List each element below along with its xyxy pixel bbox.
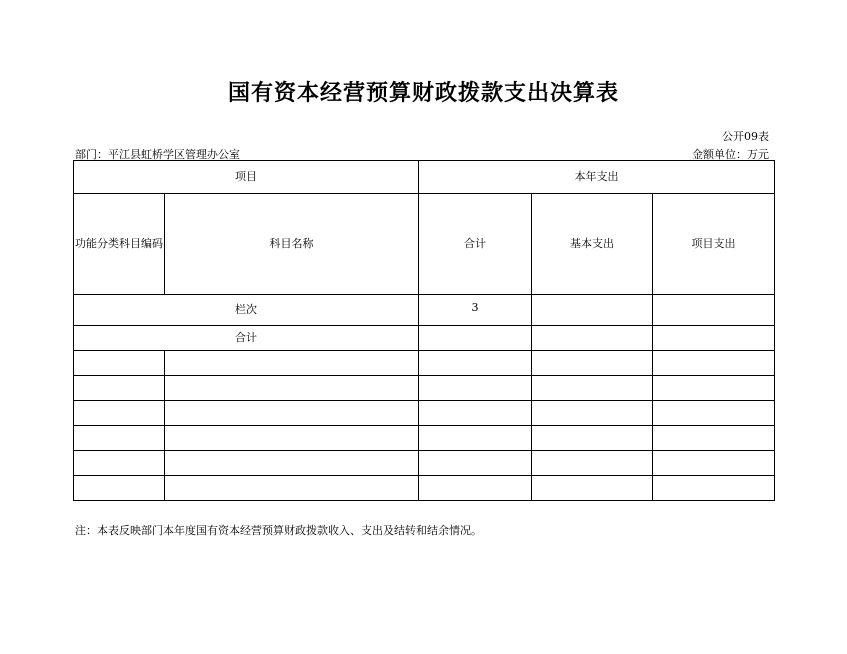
form-code: 公开09表 bbox=[722, 130, 769, 143]
sequence-basic bbox=[532, 295, 653, 326]
cell-project bbox=[653, 451, 775, 476]
header-subject-name: 科目名称 bbox=[165, 194, 419, 295]
cell-project bbox=[653, 476, 775, 501]
table-row bbox=[74, 351, 775, 376]
cell-total bbox=[419, 426, 532, 451]
footnote: 注：本表反映部门本年度国有资本经营预算财政拨款收入、支出及结转和结余情况。 bbox=[75, 524, 482, 537]
total-value bbox=[419, 326, 532, 351]
cell-project bbox=[653, 401, 775, 426]
cell-name bbox=[165, 426, 419, 451]
table-row bbox=[74, 451, 775, 476]
cell-basic bbox=[532, 376, 653, 401]
total-row bbox=[74, 326, 775, 351]
total-basic bbox=[532, 326, 653, 351]
total-project bbox=[653, 326, 775, 351]
cell-total bbox=[419, 451, 532, 476]
cell-name bbox=[165, 476, 419, 501]
table-row bbox=[74, 401, 775, 426]
header-current-year-expense: 本年支出 bbox=[419, 161, 775, 194]
table-row bbox=[74, 426, 775, 451]
cell-name bbox=[165, 351, 419, 376]
header-item: 项目 bbox=[74, 161, 419, 194]
cell-total bbox=[419, 351, 532, 376]
header-row-1 bbox=[74, 161, 775, 194]
sequence-label: 栏次 bbox=[74, 295, 419, 326]
cell-project bbox=[653, 351, 775, 376]
cell-basic bbox=[532, 451, 653, 476]
cell-basic bbox=[532, 401, 653, 426]
cell-code bbox=[74, 476, 165, 501]
cell-name bbox=[165, 451, 419, 476]
cell-total bbox=[419, 476, 532, 501]
sequence-total: 3 bbox=[419, 295, 532, 326]
cell-code bbox=[74, 351, 165, 376]
expenditure-table bbox=[73, 160, 775, 501]
sequence-project bbox=[653, 295, 775, 326]
data-rows bbox=[74, 351, 775, 501]
cell-code bbox=[74, 426, 165, 451]
cell-basic bbox=[532, 426, 653, 451]
header-total: 合计 bbox=[419, 194, 532, 295]
cell-total bbox=[419, 376, 532, 401]
unit-label: 金额单位：万元 bbox=[692, 148, 769, 161]
cell-name bbox=[165, 376, 419, 401]
cell-basic bbox=[532, 476, 653, 501]
cell-code bbox=[74, 451, 165, 476]
cell-code bbox=[74, 401, 165, 426]
header-basic-expense: 基本支出 bbox=[532, 194, 653, 295]
table-row bbox=[74, 376, 775, 401]
cell-code bbox=[74, 376, 165, 401]
cell-project bbox=[653, 426, 775, 451]
page-title: 国有资本经营预算财政拨款支出决算表 bbox=[227, 80, 619, 106]
header-function-code: 功能分类科目编码 bbox=[74, 194, 165, 295]
cell-basic bbox=[532, 351, 653, 376]
cell-project bbox=[653, 376, 775, 401]
department-label: 部门：平江县虹桥学区管理办公室 bbox=[75, 148, 240, 161]
header-row-2 bbox=[74, 194, 775, 295]
table-row bbox=[74, 476, 775, 501]
cell-total bbox=[419, 401, 532, 426]
total-label: 合计 bbox=[74, 326, 419, 351]
sequence-row bbox=[74, 295, 775, 326]
cell-name bbox=[165, 401, 419, 426]
header-project-expense: 项目支出 bbox=[653, 194, 775, 295]
